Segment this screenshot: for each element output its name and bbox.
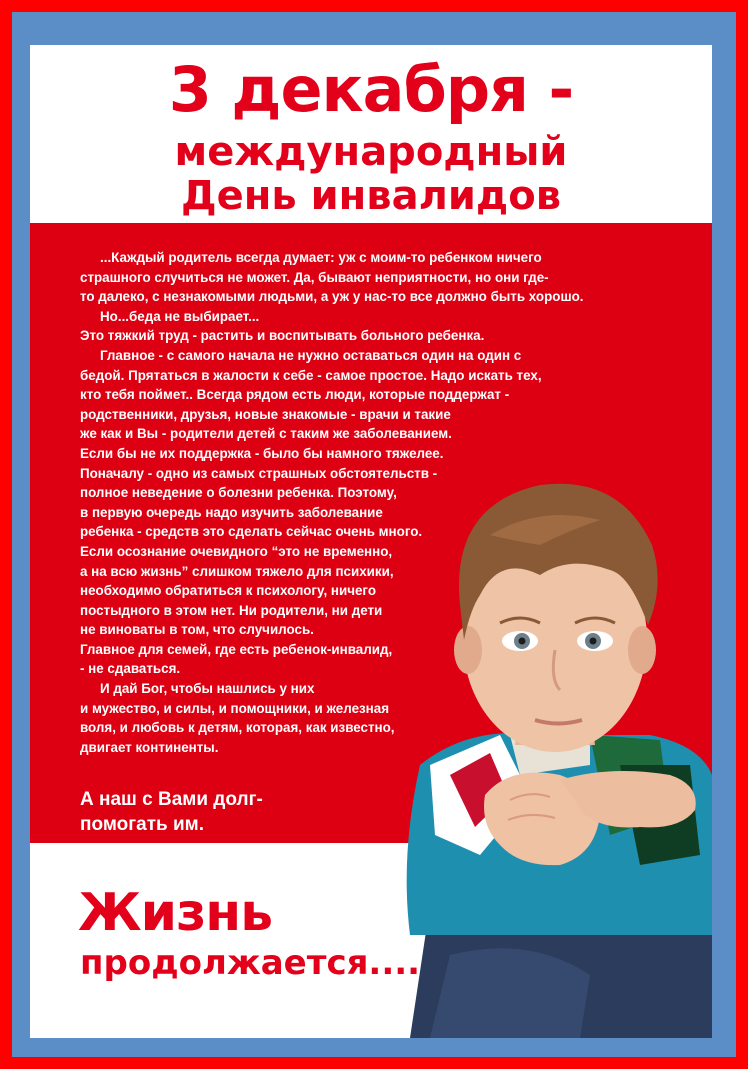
body-line: двигает континенты. (80, 739, 219, 755)
body-line: в первую очередь надо изучить заболевание (80, 504, 383, 520)
body-line: не виноваты в том, что случилось. (80, 622, 314, 638)
body-line: постыдного в этом нет. Ни родители, ни дети (80, 602, 383, 618)
body-line: И дай Бог, чтобы нашлись у них (100, 681, 315, 697)
body-line: и мужество, и силы, и помощники, и железная (80, 700, 390, 716)
title-date: 3 декабря - (168, 53, 574, 126)
poster (30, 45, 712, 1038)
body-line: Главное для семей, где есть ребенок-инвалид, (80, 641, 393, 657)
body-line: Главное - с самого начала не нужно оставаться один на один с (100, 347, 522, 363)
body-line: а на всю жизнь” слишком тяжело для психики, (80, 563, 394, 579)
body-line: ребенка - средств это сделать сейчас очень много. (80, 524, 423, 540)
duty-text (80, 787, 263, 837)
body-line: необходимо обратиться к психологу, ничего (80, 583, 377, 599)
body-line: Но...беда не выбирает... (100, 308, 260, 324)
body-line: страшного случиться не может. Да, бывают неприятности, но они где- (80, 269, 549, 285)
duty-line-2: помогать им. (80, 814, 205, 835)
slogan-continues: продолжается.... (80, 943, 421, 983)
body-line: Это тяжкий труд - растить и воспитывать больного ребенка. (80, 328, 485, 344)
body-line: то далеко, с незнакомыми людьми, а уж у нас-то все должно быть хорошо. (80, 289, 584, 305)
title-day: День инвалидов (181, 173, 561, 219)
duty-line-1: А наш с Вами долг- (80, 789, 263, 810)
body-line: - не сдаваться. (80, 661, 181, 677)
slogan-life: Жизнь (78, 883, 273, 943)
body-line: Если осознание очевидного “это не временно, (80, 543, 393, 559)
body-line: же как и Вы - родители детей с таким же заболеванием. (80, 426, 452, 442)
body-line: родственники, друзья, новые знакомые - врачи и такие (80, 406, 451, 422)
body-line: Поначалу - одно из самых страшных обстоятельств - (80, 465, 438, 481)
child-photo (390, 435, 712, 1038)
body-line: Если бы не их поддержка - было бы намного тяжелее. (80, 445, 444, 461)
title-international: международный (174, 129, 568, 175)
body-line: кто тебя поймет.. Всегда рядом есть люди, которые поддержат - (80, 387, 510, 403)
title-block (30, 45, 712, 223)
body-line: воля, и любовь к детям, которая, как известно, (80, 720, 395, 736)
body-line: ...Каждый родитель всегда думает: уж с моим-то ребенком ничего (100, 250, 542, 265)
body-line: бедой. Прятаться в жалости к себе - самое простое. Надо искать тех, (80, 367, 542, 383)
body-line: полное неведение о болезни ребенка. Поэтому, (80, 485, 397, 501)
